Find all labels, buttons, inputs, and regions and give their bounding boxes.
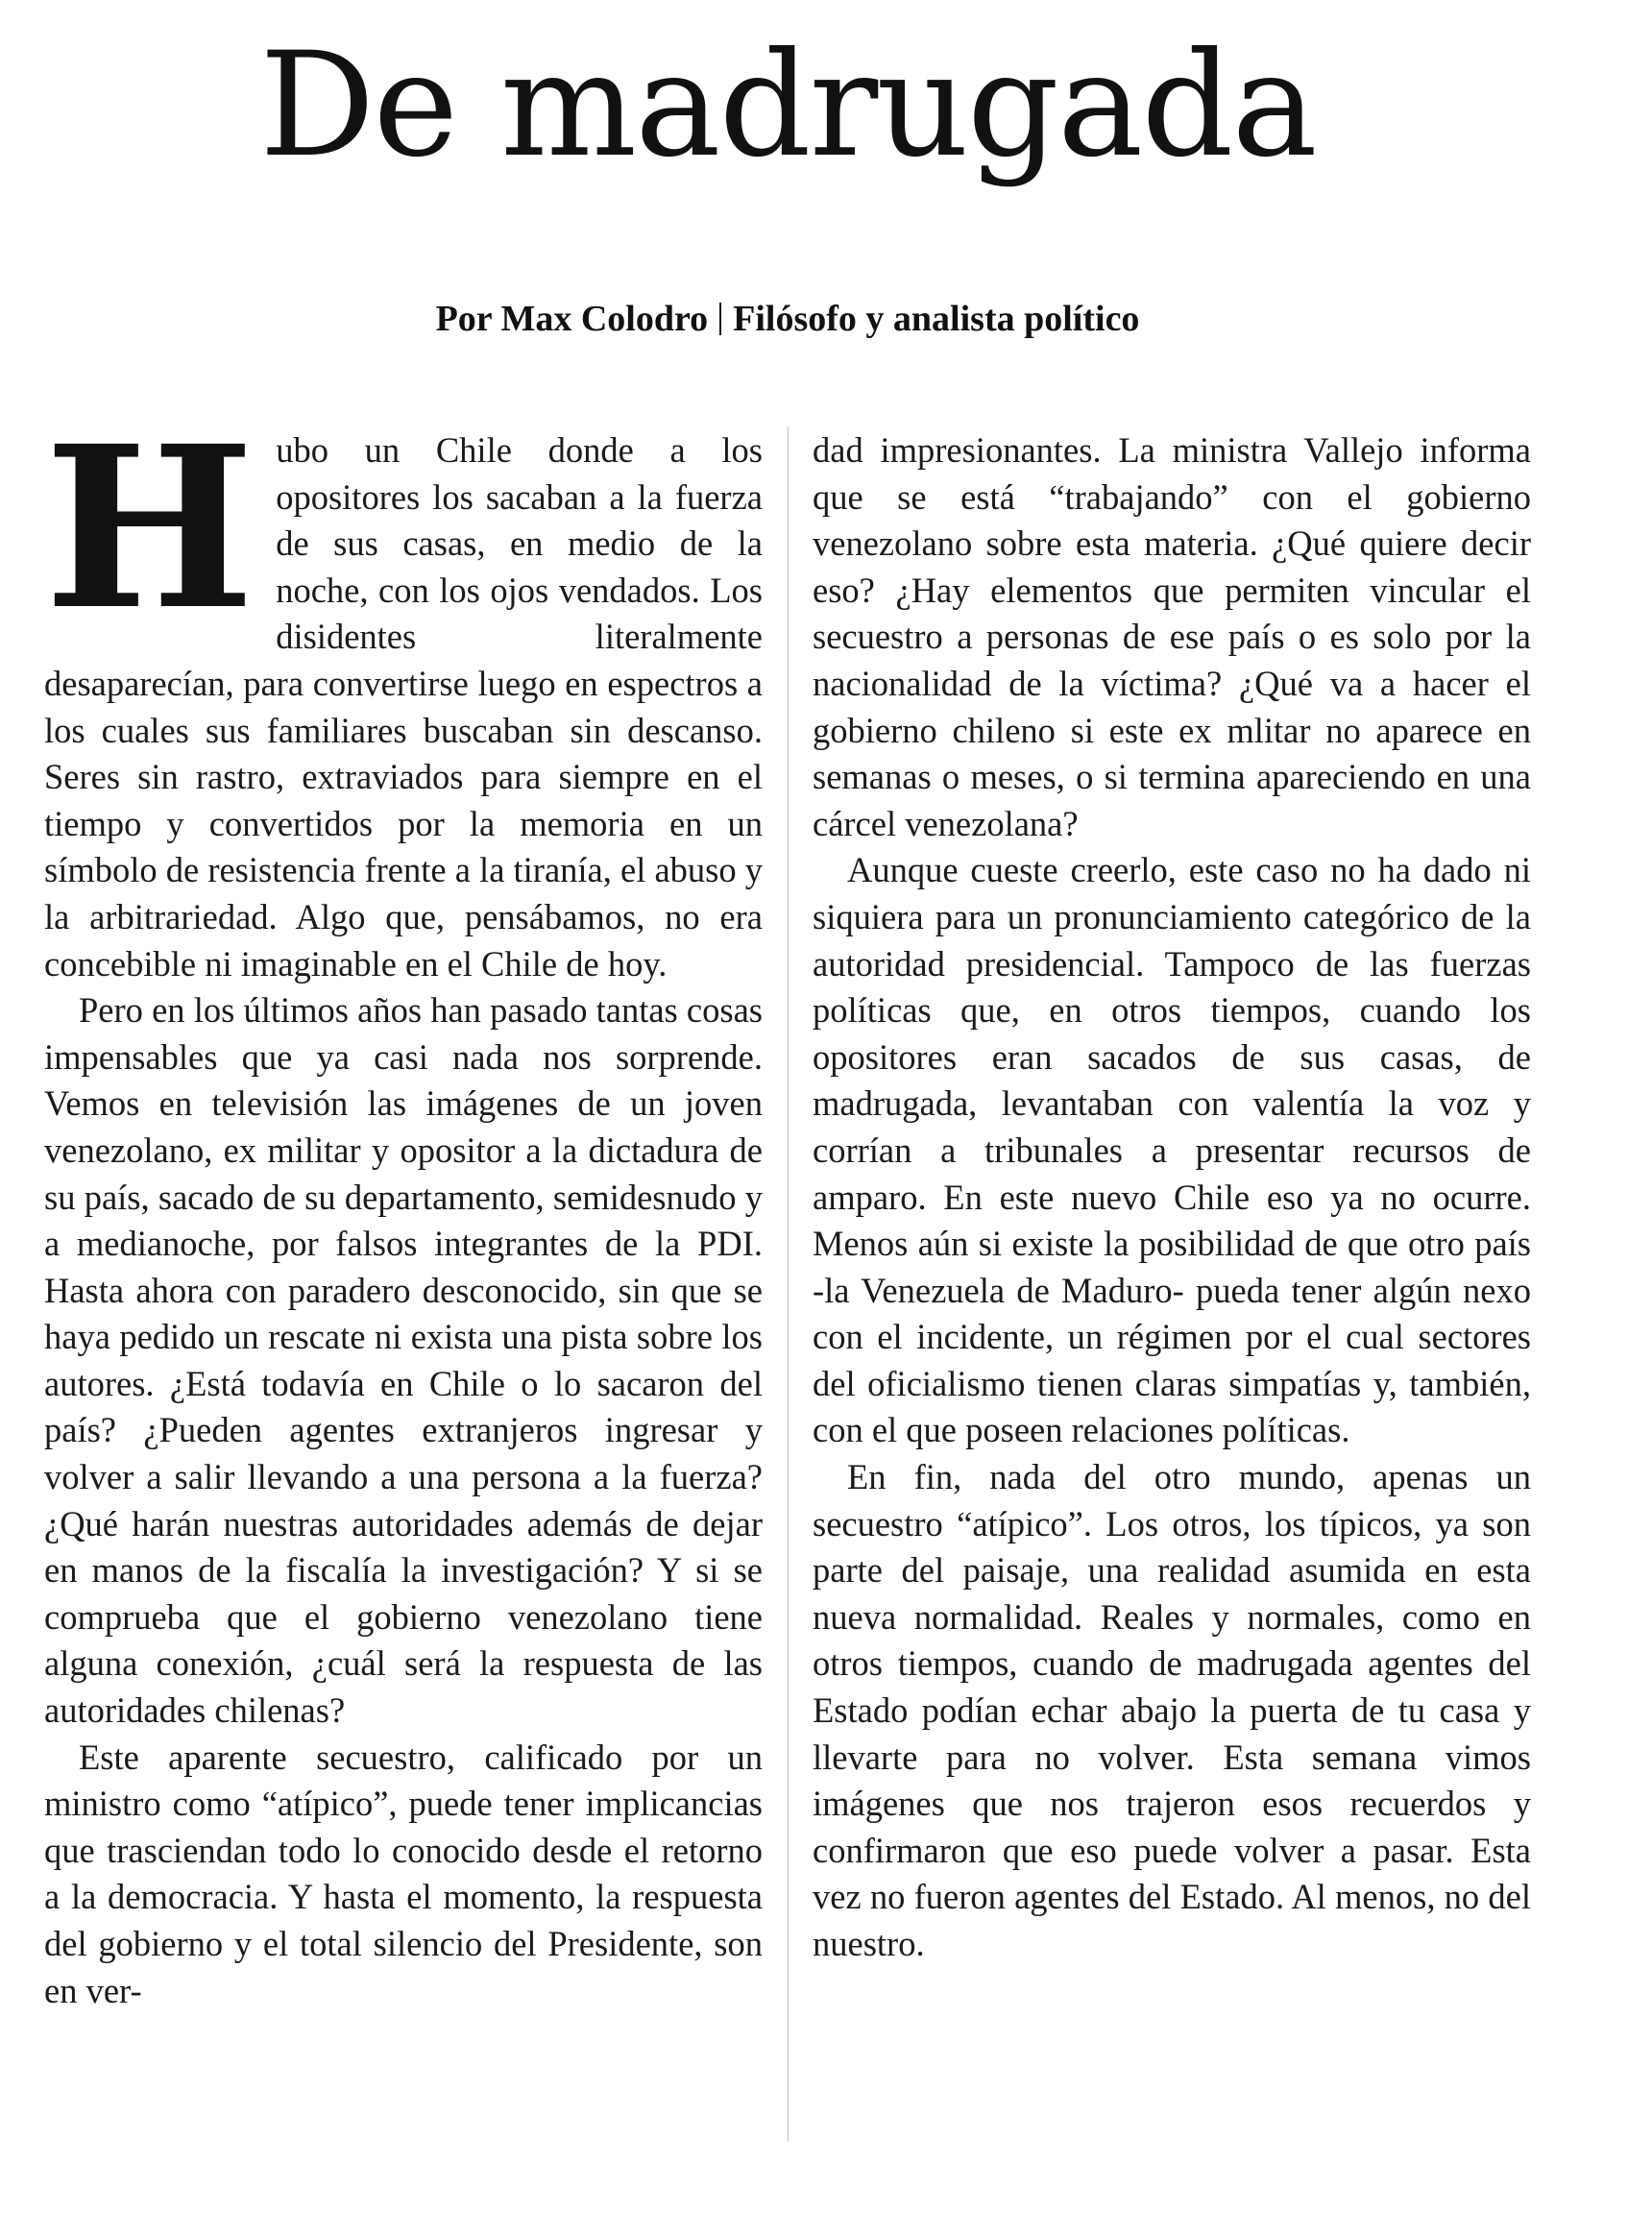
article-paragraph-2: Pero en los últimos años han pasado tantas cosas impensables que ya casi nada nos sorprende. Vemos en televisión las imágenes de un joven venezolano, ex militar y opositor a la dictadura de su país, sacado de su departamento, semidesnudo y a medianoche, por falsos integrantes de la PDI. Hasta ahora con paradero desconocido, sin que se haya pedido un rescate ni exista una pista sobre los autores. ¿Está todavía en Chile o lo sacaron del país? ¿Pueden agentes extranjeros ingresar y volver a salir llevando a una persona a la fuerza? ¿Qué harán nuestras autoridades además de dejar en manos de la fiscalía la investigación? Y si se comprueba que el gobierno venezolano tiene alguna conexión, ¿cuál será la respuesta de las autoridades chilenas? [44, 990, 763, 1731]
article-paragraph-3-start: Este aparente secuestro, calificado por un ministro como “atípico”, puede tener implicancias que trasciendan todo lo conocido desde el retorno a la democracia. Y hasta el momento, la respuesta del gobierno y el total silencio del Presidente, son en ver- [44, 1737, 763, 2010]
byline-author: Por Max Colodro [435, 299, 709, 339]
byline-separator [719, 303, 721, 335]
article-paragraph-4: Aunque cueste creerlo, este caso no ha dado ni siquiera para un pronunciamiento categórico de la autoridad presidencial. Tampoco de las fuerzas políticas que, en otros tiempos, cuando los opositores eran sacados de sus casas, de madrugada, levantaban con valentía la voz y corrían a tribunales a presentar recursos de amparo. En este nuevo Chile eso ya no ocurre. Menos aún si existe la posibilidad de que otro país -la Venezuela de Maduro- pueda tener algún nexo con el incidente, un régimen por el cual sectores del oficialismo tienen claras simpatías y, también, con el que poseen relaciones políticas. [813, 850, 1531, 1450]
article-column-right [813, 427, 1531, 1968]
article-column-left [44, 397, 763, 2014]
article-paragraph-1 [44, 397, 763, 987]
column-divider [788, 427, 789, 2142]
article-title: De madrugada [259, 22, 1316, 189]
byline [0, 296, 1575, 342]
drop-cap: H [44, 397, 255, 659]
article-paragraph-5: En fin, nada del otro mundo, apenas un secuestro “atípico”. Los otros, los típicos, ya son parte del paisaje, una realidad asumida en esta nueva normalidad. Reales y normales, como en otros tiempos, cuando de madrugada agentes del Estado podían echar abajo la puerta de tu casa y llevarte para no volver. Esta semana vimos imágenes que nos trajeron esos recuerdos y confirmaron que eso puede volver a pasar. Esta vez no fueron agentes del Estado. Al menos, no del nuestro. [813, 1457, 1531, 1963]
article-paragraph-3-cont: dad impresionantes. La ministra Vallejo informa que se está “trabajando” con el gobierno venezolano sobre esta materia. ¿Qué quiere decir eso? ¿Hay elementos que permiten vincular el secuestro a personas de ese país o es solo por la nacionalidad de la víctima? ¿Qué va a hacer el gobierno chileno si este ex mlitar no aparece en semanas o meses, o si termina apareciendo en una cárcel venezolana? [813, 430, 1531, 843]
byline-role: Filósofo y analista político [733, 299, 1140, 339]
paragraph-1-text: ubo un Chile donde a los opositores los sacaban a la fuerza de sus casas, en medio de la noche, con los ojos vendados. Los disidentes literalmente desaparecían, para convertirse luego en espectros a los cuales sus familiares buscaban sin descanso. Seres sin rastro, extraviados para siempre en el tiempo y convertidos por la memoria en un símbolo de resistencia frente a la tiranía, el abuso y la arbitrariedad. Algo que, pensábamos, no era concebible ni imaginable en el Chile de hoy. [44, 430, 763, 984]
